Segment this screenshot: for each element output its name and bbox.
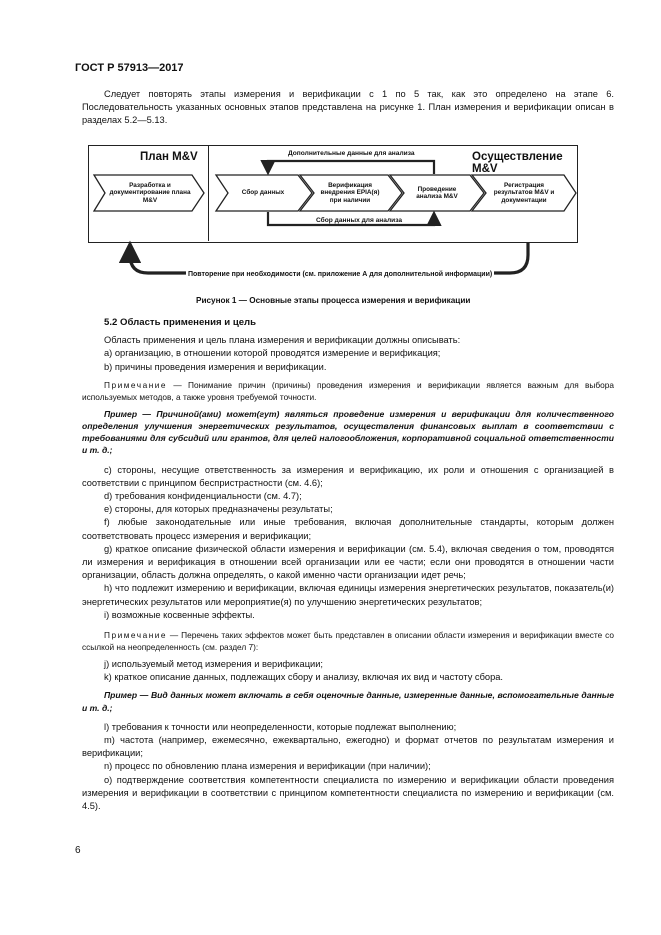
step-3-label: Верификация внедрения ЕРІА(я) при наличии (320, 182, 380, 204)
step-2-label: Сбор данных (241, 189, 285, 197)
list-item: j) используемый метод измерения и верификации; (104, 659, 323, 670)
section-lead: Область применения и цель плана измерения и верификации должны описывать: (104, 335, 461, 346)
step-1-label: Разработка и документирование плана M&V (109, 182, 191, 204)
example-1: Пример — Причиной(ами) может(гут) являться проведение измерения и верификации для количественного определения улучшения энергетических результатов, осуществления финансовых выплат в соответствии с требованиями для субсидий или грантов, для целей налогообложения, корпоративной социальной ответственности и т. д.; (82, 408, 614, 456)
implementation-title: Осуществление M&V (472, 151, 563, 175)
note-label: Примечание (104, 379, 168, 390)
list-item: l) требования к точности или неопределенности, которые подлежат выполнению; (104, 721, 457, 732)
step-4-label: Проведение анализа M&V (416, 185, 458, 200)
step-5-label: Регистрация результатов M&V и документации (493, 182, 555, 204)
section-heading: 5.2 Область применения и цель (104, 317, 257, 328)
intro-paragraph: Следует повторять этапы измерения и верификации с 1 по 5 так, как это определено на этапе 6. Последовательность указанных основных этапов представлена на рисунке 1. План измерения и верификации описан в разделах 5.2—5.13. (82, 89, 614, 126)
list-item: d) требования конфиденциальности (см. 4.7); (104, 491, 302, 502)
plan-title: План M&V (140, 151, 198, 163)
list-item: e) стороны, для которых предназначены результаты; (104, 504, 333, 515)
list-item: m) частота (например, ежемесячно, ежеквартально, ежегодно) и формат отчетов по результатам измерения и верификации; (82, 735, 614, 759)
section-5-2 (82, 316, 614, 813)
list-item: o) подтверждение соответствия компетентности специалиста по измерению и верификации области проведения измерения и верификации в соответствии с принципом компетентности специалиста по измерению и верификации (см. 4.5). (82, 774, 614, 812)
list-item: i) возможные косвенные эффекты. (104, 609, 255, 620)
list-item: h) что подлежит измерению и верификации, включая единицы измерения энергетических результатов, показатель(и) энергетических результатов или мероприятие(я) по улучшению энергетических результатов; (82, 583, 614, 607)
note-text: — Понимание причин (причины) проведения измерения и верификации является важным для выбора используемых методов, а также уровня требуемой точности. (82, 379, 614, 402)
list-item: a) организацию, в отношении которой проводятся измерение и верификация; (104, 348, 441, 359)
list-item: n) процесс по обновлению плана измерения и верификации (при наличии); (104, 761, 431, 772)
intro-block (82, 88, 614, 128)
top-arrow (268, 161, 434, 174)
repeat-label: Повторение при необходимости (см. приложение А для дополнительной информации) (188, 271, 493, 278)
list-item: f) любые законодательные или иные требования, включая дополнительные стандарты, которым должен соответствовать процесс измерения и верификации; (82, 517, 614, 541)
figure-caption: Рисунок 1 — Основные этапы процесса измерения и верификации (196, 296, 471, 305)
list-item: b) причины проведения измерения и верификации. (104, 361, 327, 372)
list-item: c) стороны, несущие ответственность за измерения и верификацию, их роли и отношения с организацией в соответствии с принципом беспристрастности (см. 4.6); (82, 464, 614, 488)
note-2 (82, 629, 614, 653)
repeat-arrow (130, 242, 528, 273)
list-item: k) краткое описание данных, подлежащих сбору и анализу, включая их вид и частоту сбора. (104, 672, 503, 683)
figure-1 (88, 145, 578, 295)
example-2: Пример — Вид данных может включать в себя оценочные данные, измеренные данные, вспомогательные данные и т. д.; (82, 690, 614, 713)
document-header: ГОСТ Р 57913—2017 (75, 62, 184, 74)
note-text: — Перечень таких эффектов может быть представлен в описании области измерения и верификации вместе со ссылкой на неопределенность (см. раздел 7): (82, 630, 614, 653)
note-label: Примечание (104, 630, 168, 641)
top-arrow-label: Дополнительные данные для анализа (288, 150, 415, 157)
page-number: 6 (75, 845, 81, 856)
bottom-arrow-label: Сбор данных для анализа (316, 217, 403, 224)
note-1 (82, 379, 614, 403)
list-item: g) краткое описание физической области измерения и верификации (см. 5.4), включая сведения о том, проводятся ли измерения и верификация в отношении всей организации или ее части; если они проводятся в отношении части организации, область должна определять, о какой именно части организации идет речь; (82, 543, 614, 581)
